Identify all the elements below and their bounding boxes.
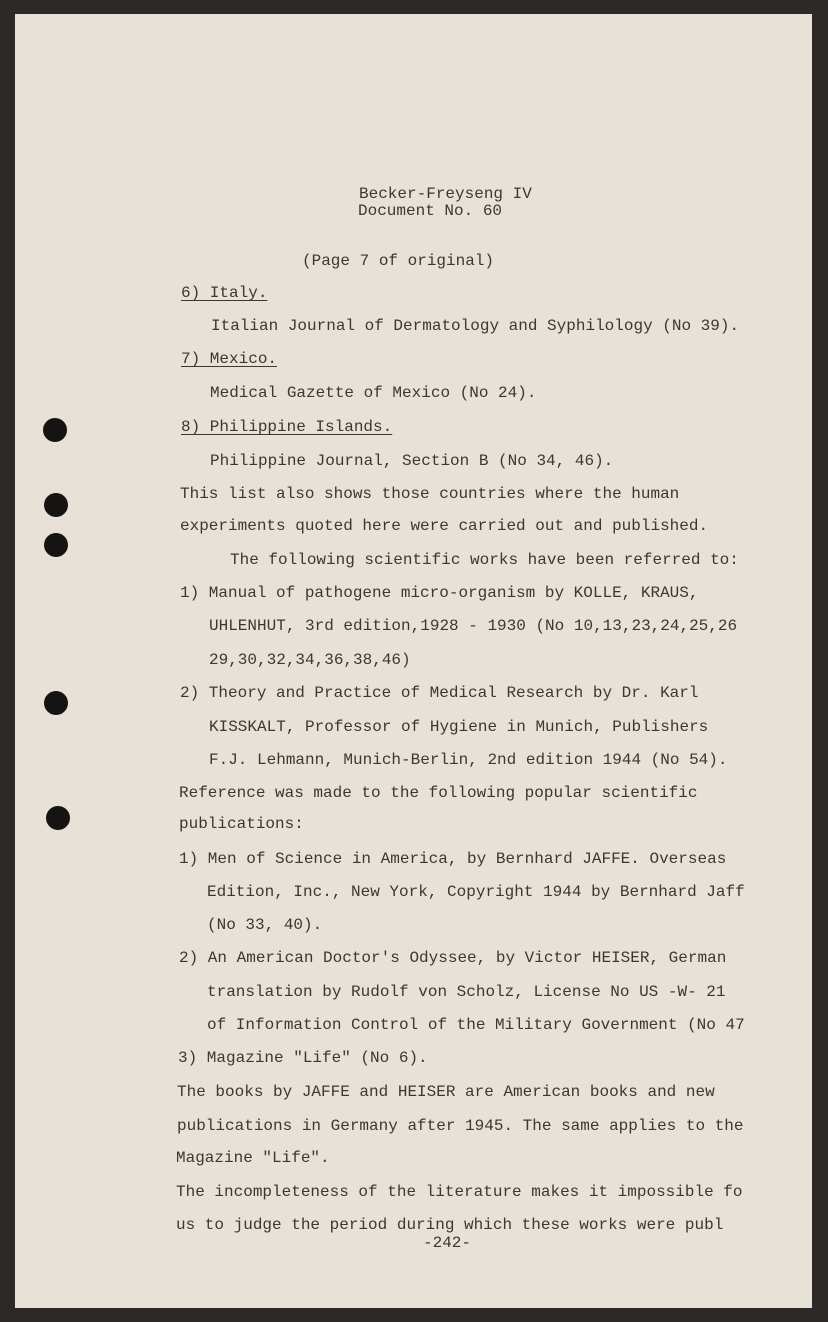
- page-reference: (Page 7 of original): [302, 252, 495, 270]
- section-entry: Italian Journal of Dermatology and Syphilology (No 39).: [211, 317, 740, 335]
- punch-hole: [46, 806, 70, 830]
- list-item-line: KISSKALT, Professor of Hygiene in Munich, Publishers: [209, 718, 709, 736]
- list-item-line: F.J. Lehmann, Munich-Berlin, 2nd edition 1944 (No 54).: [209, 751, 728, 769]
- list-item-line: 1) Manual of pathogene micro-organism by KOLLE, KRAUS,: [180, 584, 699, 602]
- list-item-line: 3) Magazine "Life" (No 6).: [178, 1049, 428, 1067]
- list-item-line: translation by Rudolf von Scholz, License No US -W- 21: [207, 983, 726, 1001]
- list-item-line: of Information Control of the Military Government (No 47: [207, 1016, 745, 1034]
- paragraph-line: publications:: [179, 815, 304, 833]
- list-item-line: 2) An American Doctor's Odyssee, by Victor HEISER, German: [179, 949, 727, 967]
- section-entry: Philippine Journal, Section B (No 34, 46).: [210, 452, 614, 470]
- punch-hole: [43, 418, 67, 442]
- punch-hole: [44, 533, 68, 557]
- header-line-1: Becker-Freyseng IV: [359, 185, 532, 203]
- list-item-line: (No 33, 40).: [207, 916, 323, 934]
- list-item-line: Edition, Inc., New York, Copyright 1944 by Bernhard Jaff: [207, 883, 745, 901]
- list-item-line: 2) Theory and Practice of Medical Research by Dr. Karl: [180, 684, 699, 702]
- list-item-line: 29,30,32,34,36,38,46): [209, 651, 411, 669]
- punch-hole: [44, 691, 68, 715]
- paragraph-line: experiments quoted here were carried out and published.: [180, 517, 709, 535]
- section-heading: 7) Mexico.: [181, 350, 278, 368]
- paragraph-line: The books by JAFFE and HEISER are American books and new: [177, 1083, 715, 1101]
- paragraph-line: us to judge the period during which these works were publ: [176, 1216, 724, 1234]
- page-number: -242-: [423, 1234, 472, 1252]
- list-item-line: 1) Men of Science in America, by Bernhard JAFFE. Overseas: [179, 850, 727, 868]
- section-heading: 6) Italy.: [181, 284, 268, 302]
- paragraph-line: publications in Germany after 1945. The same applies to the: [177, 1117, 744, 1135]
- punch-hole: [44, 493, 68, 517]
- paragraph-line: This list also shows those countries where the human: [180, 485, 680, 503]
- header-line-2: Document No. 60: [358, 202, 503, 220]
- paragraph-line: Magazine "Life".: [176, 1149, 330, 1167]
- paragraph-line: Reference was made to the following popular scientific: [179, 784, 698, 802]
- list-item-line: UHLENHUT, 3rd edition,1928 - 1930 (No 10,13,23,24,25,26: [209, 617, 738, 635]
- paragraph-line: The following scientific works have been referred to:: [230, 551, 739, 569]
- section-entry: Medical Gazette of Mexico (No 24).: [210, 384, 537, 402]
- section-heading: 8) Philippine Islands.: [181, 418, 393, 436]
- paragraph-line: The incompleteness of the literature makes it impossible fo: [176, 1183, 743, 1201]
